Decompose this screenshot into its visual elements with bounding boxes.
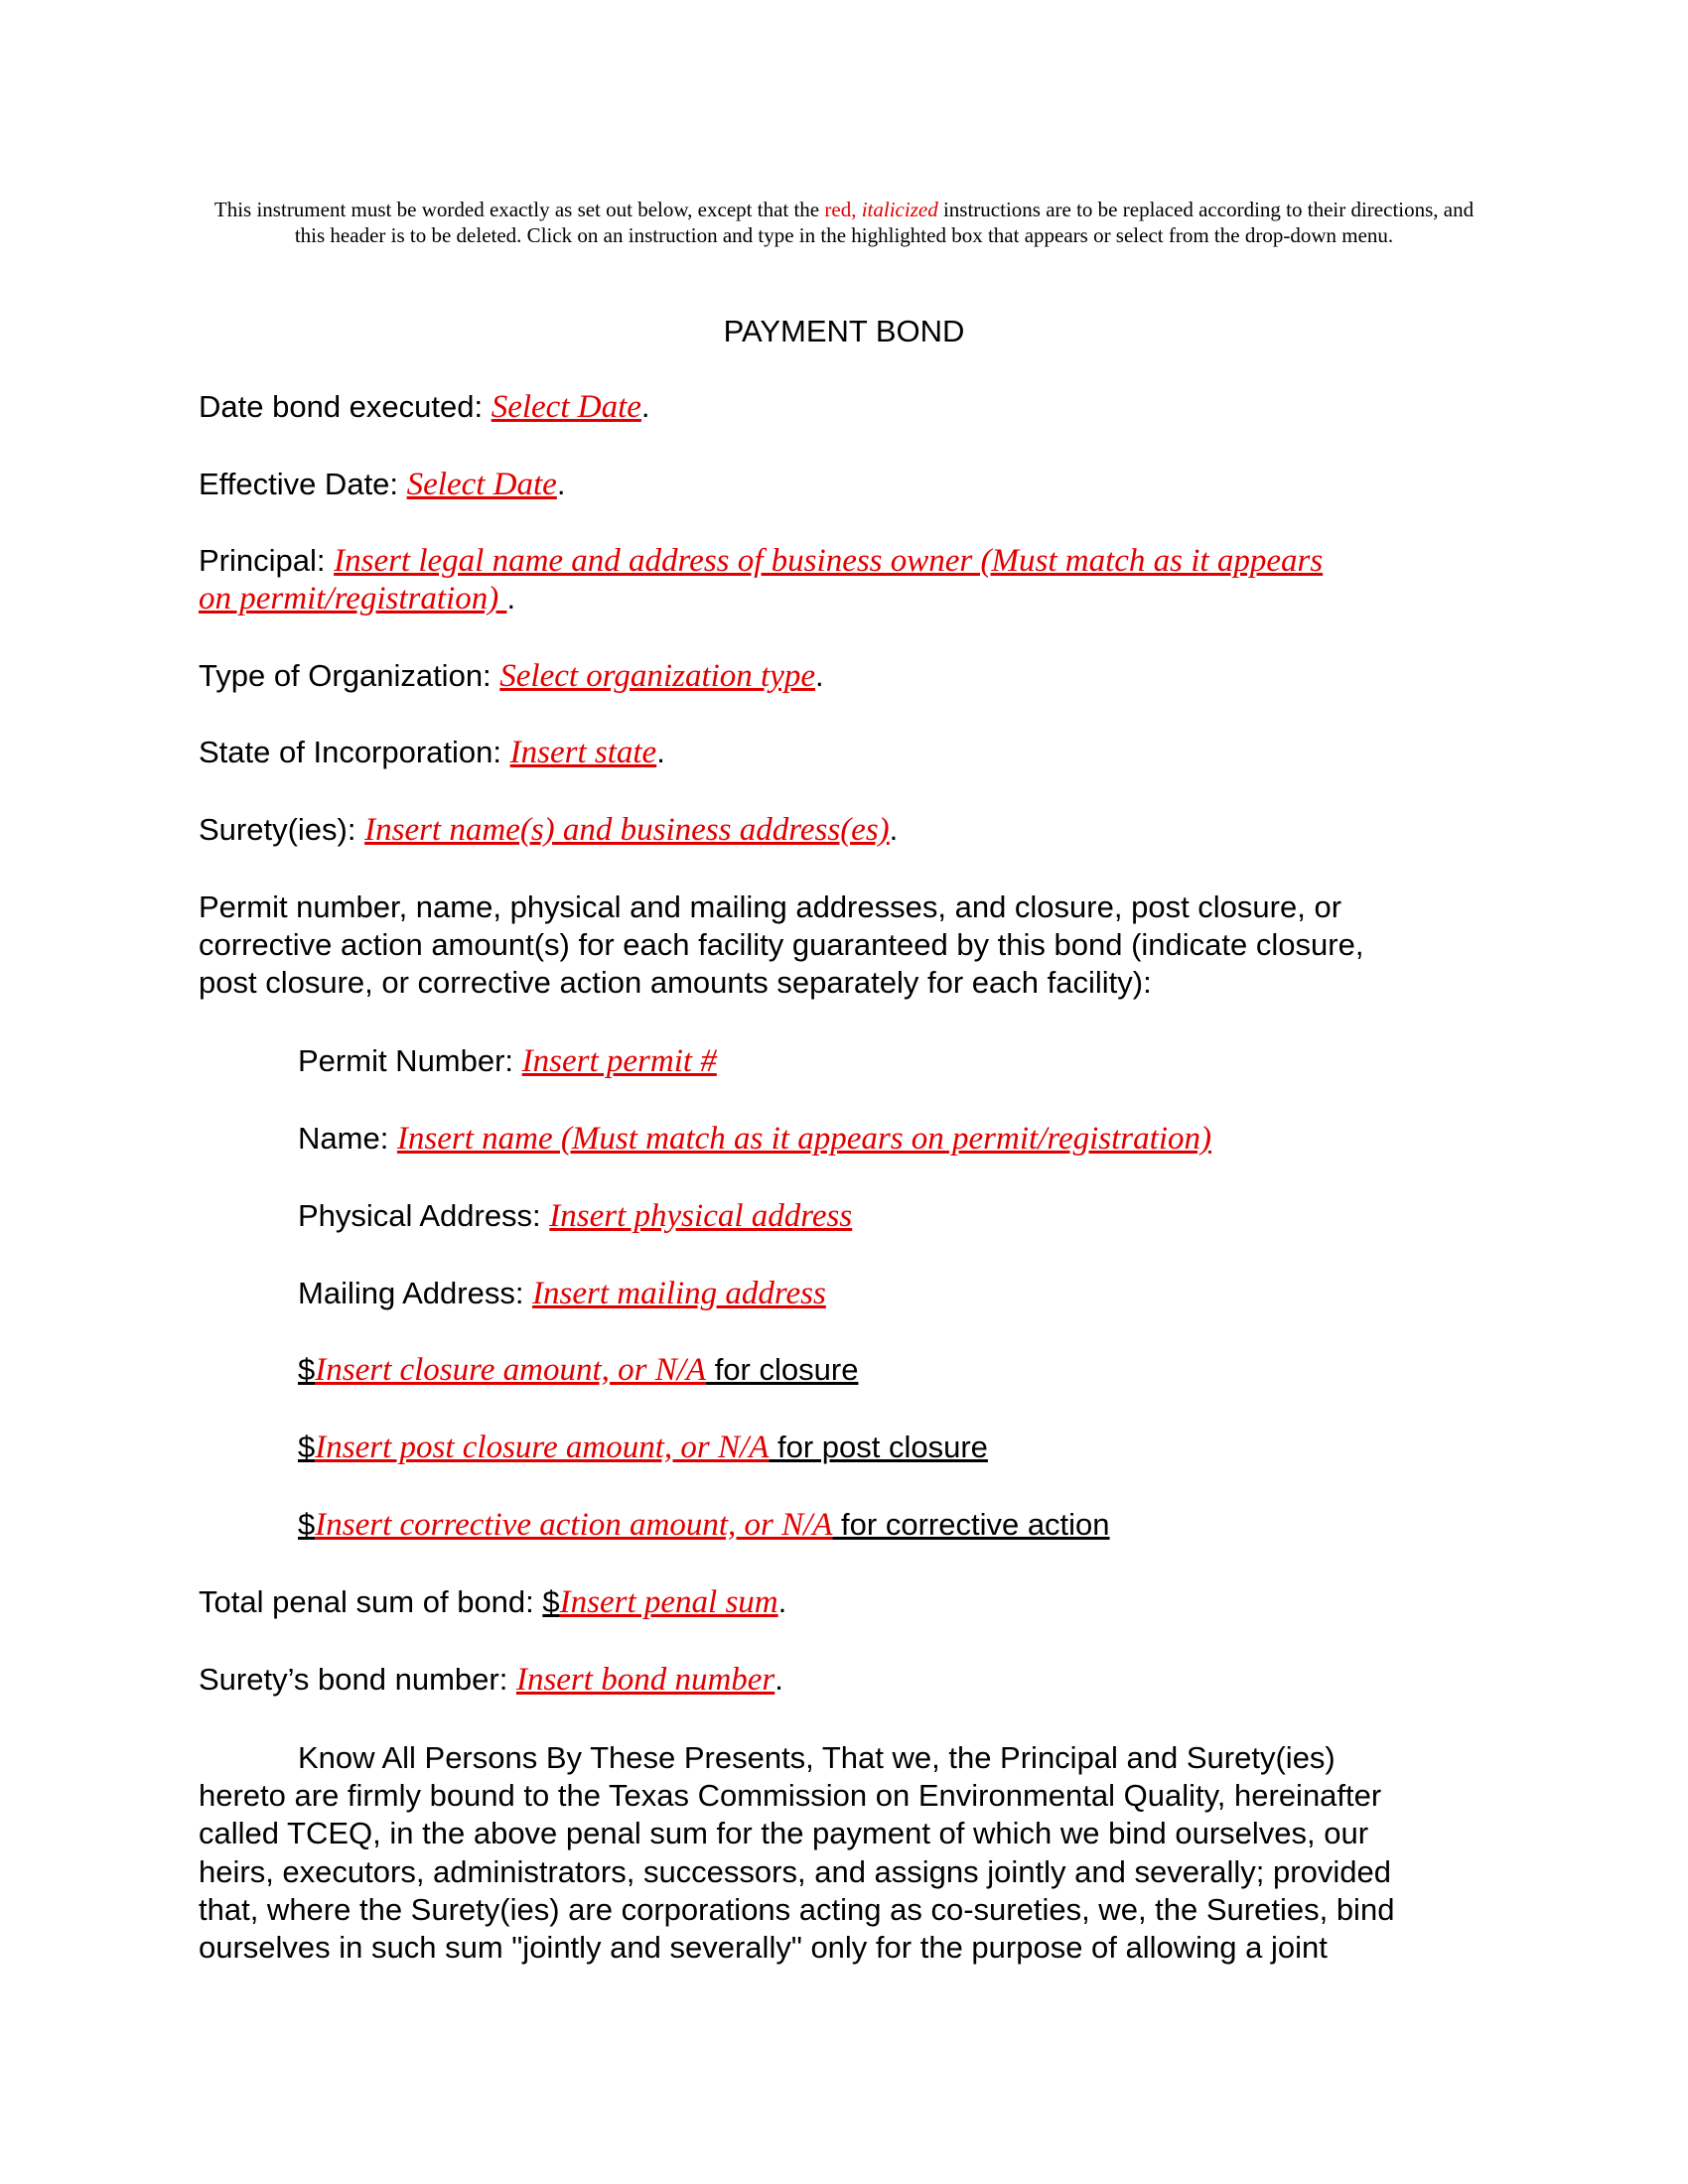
org-type-dropdown[interactable]: Select organization type: [499, 658, 815, 694]
facility-intro-line: post closure, or corrective action amounts separately for each facility):: [199, 965, 1152, 1000]
penal-sum-period: .: [777, 1584, 787, 1619]
date-executed-row: [199, 388, 1509, 426]
effective-date-period: .: [556, 467, 566, 501]
sureties-field[interactable]: Insert name(s) and business address(es): [364, 812, 890, 848]
facility-name-row: [298, 1120, 1609, 1158]
paragraph-line: ourselves in such sum "jointly and severally" only for the purpose of allowing a joint: [199, 1930, 1328, 1966]
principal-label: Principal:: [199, 543, 335, 578]
mailing-address-row: [298, 1275, 1609, 1312]
instruction-text-1: This instrument must be worded exactly as set out below, except that the: [213, 198, 825, 221]
state-period: .: [656, 735, 665, 769]
paragraph-line: hereto are firmly bound to the Texas Commission on Environmental Quality, hereinafter: [199, 1778, 1382, 1814]
state-row: [199, 734, 1509, 771]
physical-address-row: [298, 1197, 1609, 1235]
facility-name-field[interactable]: Insert name (Must match as it appears on permit/registration): [396, 1121, 1211, 1157]
dollar-sign: $: [298, 1352, 316, 1387]
sureties-label: Surety(ies):: [199, 812, 365, 847]
facility-intro-line: corrective action amount(s) for each facility guaranteed by this bond (indicate closure,: [199, 927, 1364, 962]
instruction-italic-word: italicized: [861, 198, 938, 221]
penal-sum-field[interactable]: Insert penal sum: [559, 1584, 778, 1620]
corrective-action-suffix: for corrective action: [832, 1507, 1110, 1542]
dollar-sign: $: [298, 1430, 316, 1464]
sureties-row: [199, 811, 1509, 849]
principal-period: .: [506, 581, 516, 615]
corrective-action-amount-row: [298, 1506, 1609, 1544]
penal-sum-row: [199, 1583, 1509, 1621]
sureties-period: .: [889, 812, 899, 847]
principal-row: [199, 542, 1509, 580]
state-field[interactable]: Insert state: [509, 735, 657, 770]
permit-number-row: [298, 1042, 1609, 1080]
mailing-address-label: Mailing Address:: [298, 1276, 533, 1310]
instruction-red-word: red,: [824, 198, 862, 221]
org-type-row: [199, 657, 1509, 695]
post-closure-suffix: for post closure: [769, 1430, 988, 1464]
closure-amount-field[interactable]: Insert closure amount, or N/A: [315, 1352, 707, 1388]
paragraph-line: called TCEQ, in the above penal sum for the payment of which we bind ourselves, our: [199, 1816, 1369, 1851]
mailing-address-field[interactable]: Insert mailing address: [532, 1276, 826, 1311]
org-type-label: Type of Organization:: [199, 658, 500, 693]
date-executed-field[interactable]: Select Date: [491, 389, 641, 425]
date-executed-period: .: [640, 389, 650, 424]
paragraph-line: Know All Persons By These Presents, That we, the Principal and Surety(ies): [298, 1740, 1336, 1775]
effective-date-label: Effective Date:: [199, 467, 407, 501]
facility-intro-line: Permit number, name, physical and mailing addresses, and closure, post closure, or: [199, 889, 1342, 924]
paragraph-line: heirs, executors, administrators, successors, and assigns jointly and severally; provided: [199, 1853, 1391, 1889]
principal-field-line1[interactable]: Insert legal name and address of business owner (Must match as it appears: [334, 543, 1324, 579]
document-title: PAYMENT BOND: [723, 314, 965, 348]
date-executed-label: Date bond executed:: [199, 389, 492, 424]
principal-row-continued: [199, 580, 1509, 617]
instruction-text-2: instructions are to be replaced according to their directions, and this header is to be deleted. Click on an instruction and type in the highlighted box that appears or select from the drop-down menu.: [294, 198, 1475, 247]
paragraph-line: that, where the Surety(ies) are corporations acting as co-sureties, we, the Sureties, bind: [199, 1891, 1395, 1927]
principal-field-line2[interactable]: on permit/registration): [199, 581, 507, 616]
bond-number-field[interactable]: Insert bond number: [515, 1662, 775, 1698]
dollar-sign: $: [542, 1584, 560, 1619]
state-label: State of Incorporation:: [199, 735, 510, 769]
corrective-action-amount-field[interactable]: Insert corrective action amount, or N/A: [315, 1507, 833, 1543]
bond-number-row: [199, 1661, 1509, 1699]
effective-date-row: [199, 466, 1509, 503]
penal-sum-label: Total penal sum of bond:: [199, 1584, 543, 1619]
closure-amount-row: [298, 1351, 1609, 1389]
dollar-sign: $: [298, 1507, 316, 1542]
permit-number-label: Permit Number:: [298, 1043, 522, 1078]
obligation-paragraph: [199, 1739, 1509, 1967]
closure-suffix: for closure: [706, 1352, 859, 1387]
bond-number-period: .: [774, 1662, 783, 1697]
bond-number-label: Surety’s bond number:: [199, 1662, 516, 1697]
facility-name-label: Name:: [298, 1121, 397, 1156]
org-type-period: .: [815, 658, 824, 693]
physical-address-label: Physical Address:: [298, 1198, 550, 1233]
permit-number-field[interactable]: Insert permit #: [521, 1043, 717, 1079]
post-closure-amount-field[interactable]: Insert post closure amount, or N/A: [315, 1430, 770, 1465]
physical-address-field[interactable]: Insert physical address: [549, 1198, 853, 1234]
effective-date-field[interactable]: Select Date: [406, 467, 557, 502]
post-closure-amount-row: [298, 1429, 1609, 1466]
instruction-header: [199, 197, 1489, 248]
